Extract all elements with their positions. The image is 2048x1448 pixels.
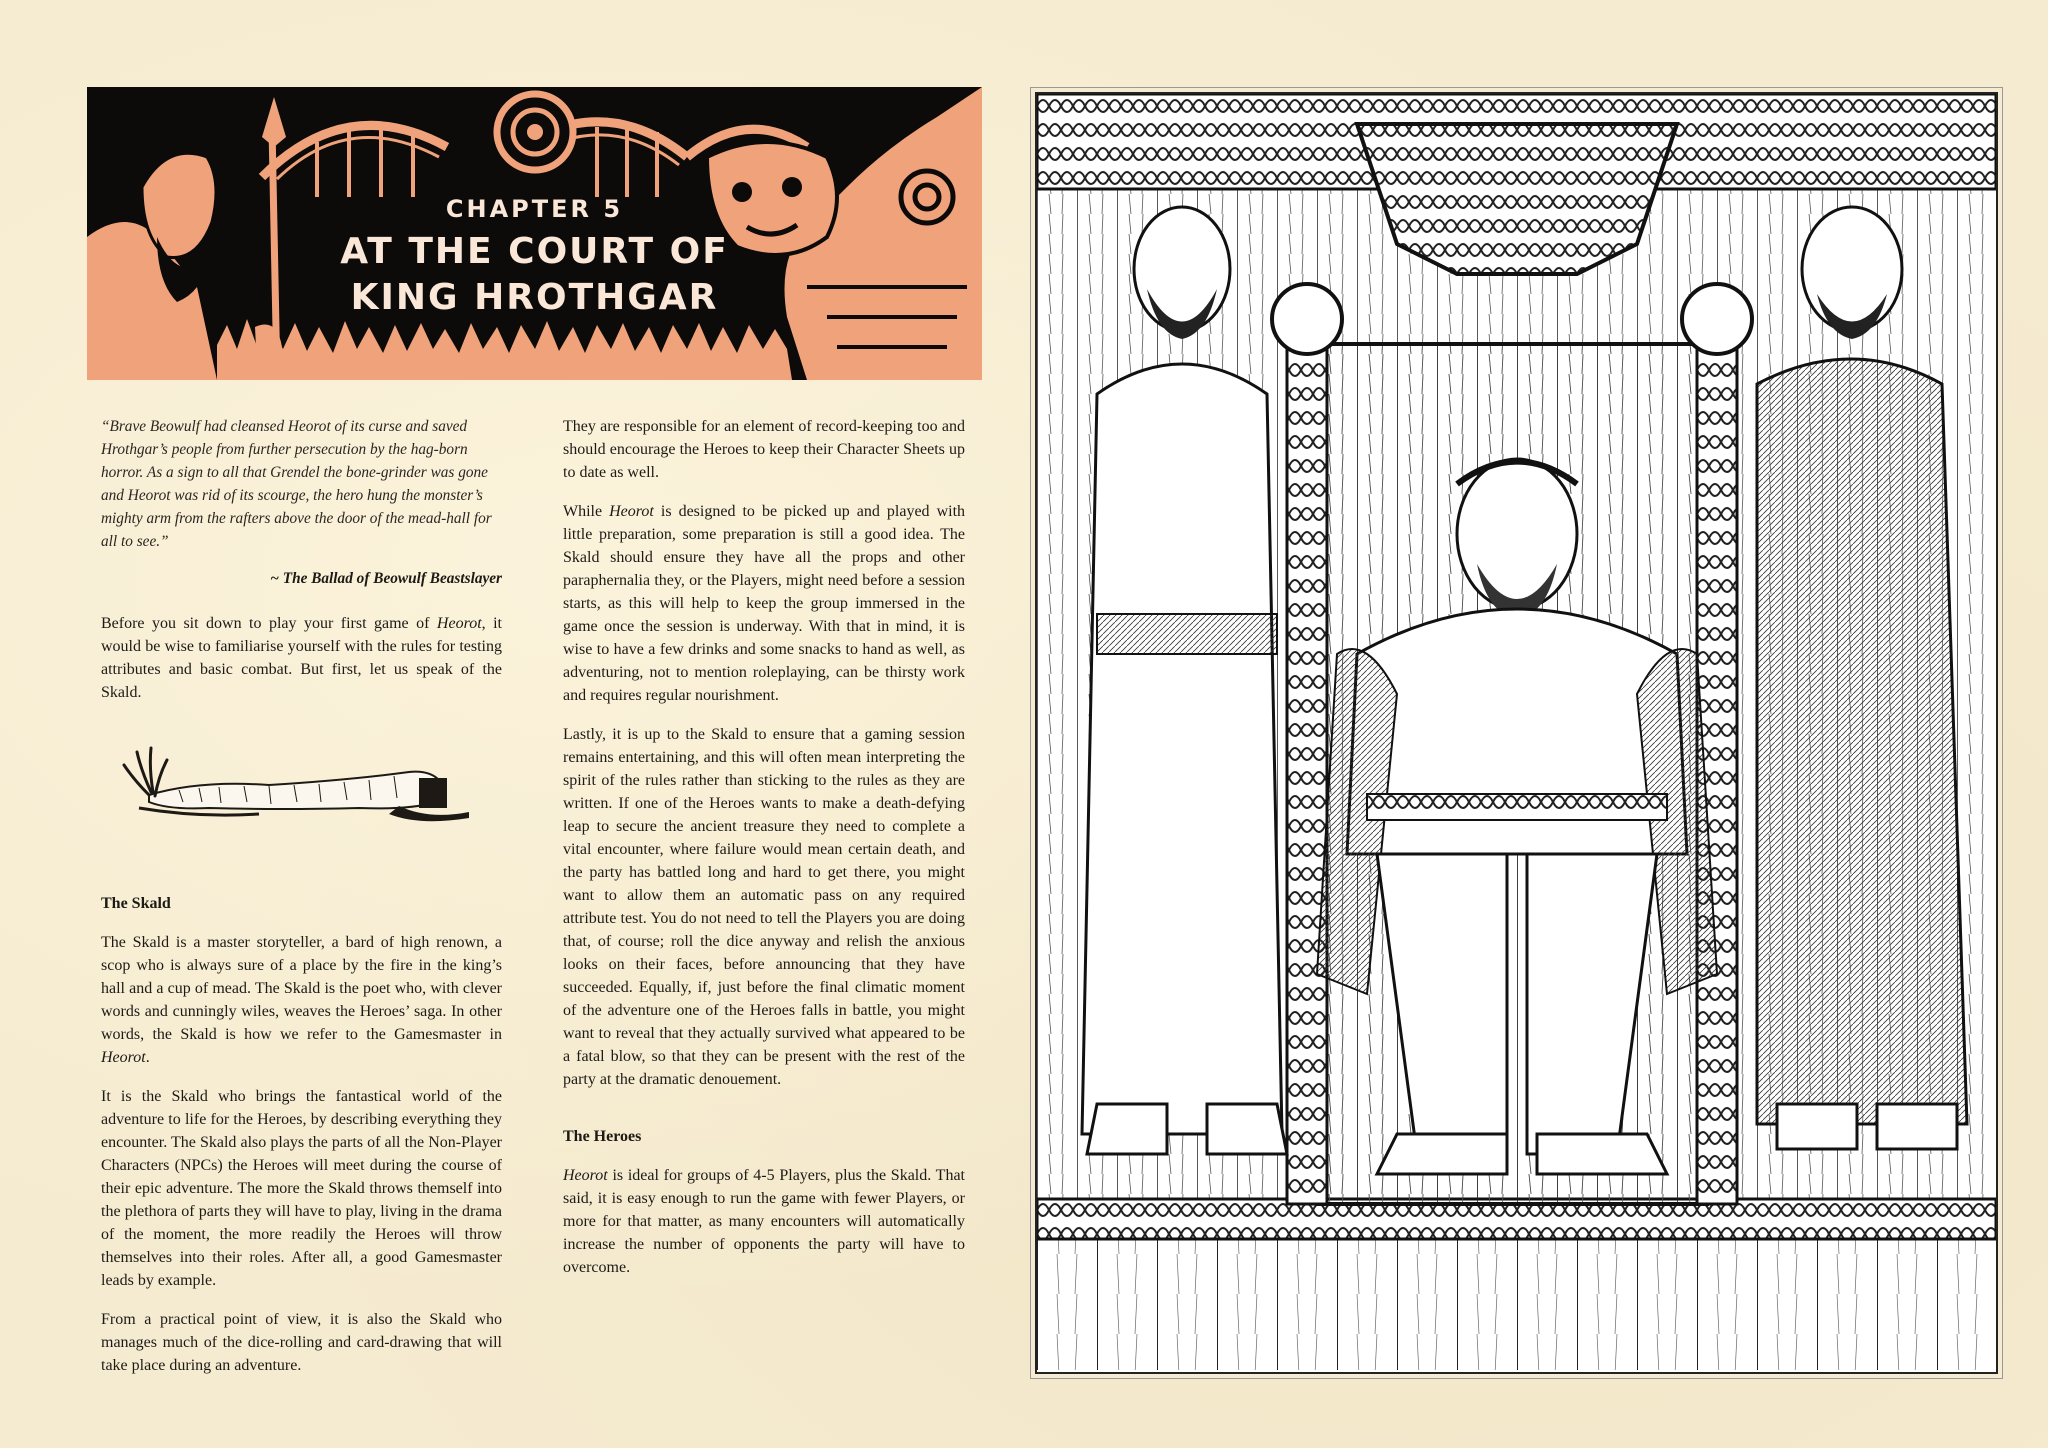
game-title-italic: Heorot	[436, 615, 482, 632]
epigraph-quote: “Brave Beowulf had cleansed Heorot of its curse and saved Hrothgar’s people from further persecution by the hag-born horror. As a sign to all that Grendel the bone-grinder was gone and Heorot was rid of its scourge, the hero hung the monster’s mighty arm from the rafters above the door of the mead-hall for all to see.”	[101, 418, 492, 550]
chapter-banner	[87, 87, 982, 380]
game-title-italic: Heorot	[101, 1049, 146, 1066]
skald-paragraph-3: From a practical point of view, it is also the Skald who manages much of the dice-rolling and card-drawing that will take place during an adventure.	[101, 1311, 502, 1374]
intro-text-start: Before you sit down to play your first game of	[101, 615, 437, 632]
game-title-italic: Heorot	[563, 1167, 608, 1184]
heroes-paragraph-1	[563, 1164, 965, 1279]
king-on-throne-drawing	[1037, 94, 1996, 1372]
chapter-title	[87, 229, 982, 321]
epigraph-attribution: ~ The Ballad of Beowulf Beastslayer	[270, 570, 502, 587]
chapter-title-line-1: AT THE COURT OF	[340, 231, 729, 272]
intro-paragraph	[101, 612, 502, 704]
heroes-heading: The Heroes	[563, 1128, 642, 1145]
skald-paragraph-6: Lastly, it is up to the Skald to ensure that a gaming session remains entertaining, and this will often mean interpreting the spirit of the rules rather than sticking to the rules as they are written. If one of the Heroes wants to make a death-defying leap to secure the ancient treasure they need to complete a vital encounter, where failure would mean certain death, and the party has battled long and hard to get there, you might want to allow them an automatic pass on any required attribute test. You do not need to tell the Players you are doing that, of course; roll the dice anyway and relish the anxious looks on their faces, before announcing that they have succeeded. Equally, if, just before the final climatic moment of the adventure one of the Heroes falls in battle, you might want to reveal that they actually survived what appeared to be a fatal blow, so that they can be present with the rest of the party at the dramatic denouement.	[563, 726, 965, 1088]
game-title-italic: Heorot	[609, 503, 654, 520]
skald-heading: The Skald	[101, 895, 171, 912]
skald-p5-text: While	[563, 503, 610, 520]
skald-p1-end: .	[145, 1049, 150, 1066]
chapter-number: CHAPTER 5	[445, 195, 624, 223]
skald-paragraph-5	[563, 500, 965, 707]
left-column	[101, 415, 502, 1393]
chapter-title-line-2: KING HROTHGAR	[350, 277, 719, 318]
skald-p1-text: The Skald is a master storyteller, a bard of high renown, a scop who is always sure of a place by the fire in the king’s hall and a cup of mead. The Skald is the poet who, with clever words and cunningly wiles, weaves the Heroes’ saga. In other words, the Skald is how we refer to the Gamesmaster in	[101, 934, 502, 1043]
skald-p5-end: is designed to be picked up and played with little preparation, some preparation is still a good idea. The Skald should ensure they have all the props and other paraphernalia they, or the Players, might need before a session starts, as this will help to keep the group immersed in the game once the session is underway. With that in mind, it is wise to have a few drinks and some snacks to hand as well, as adventuring, not to mention roleplaying, can be thirsty work and requires regular nourishment.	[563, 503, 966, 704]
shield-ornament	[497, 94, 573, 170]
grendel-arm-illustration	[119, 740, 479, 835]
skald-paragraph-1	[101, 931, 502, 1069]
heroes-p1-text: is ideal for groups of 4-5 Players, plus the Skald. That said, it is easy enough to run the game with fewer Players, or more for that matter, as many encounters will automatically increase the number of opponents the party will have to overcome.	[563, 1167, 965, 1276]
intro-text-end: , it would be wise to familiarise yourself with the rules for testing attributes and basic combat. But first, let us speak of the Skald.	[101, 615, 502, 701]
right-column	[563, 415, 965, 1295]
skald-paragraph-4: They are responsible for an element of record-keeping too and should encourage the Heroes to keep their Character Sheets up to date as well.	[563, 418, 965, 481]
skald-paragraph-2: It is the Skald who brings the fantastical world of the adventure to life for the Heroes, by describing everything they encounter. The Skald also plays the parts of all the Non-Player Characters (NPCs) the Heroes will meet during the course of their epic adventure. The more the Skald throws themself into the plethora of parts they will have to play, living in the drama of the moment, the more readily the Heroes will throw themselves into their roles. After all, a good Gamesmaster leads by example.	[101, 1088, 502, 1289]
throne-room-illustration	[1035, 92, 1998, 1374]
